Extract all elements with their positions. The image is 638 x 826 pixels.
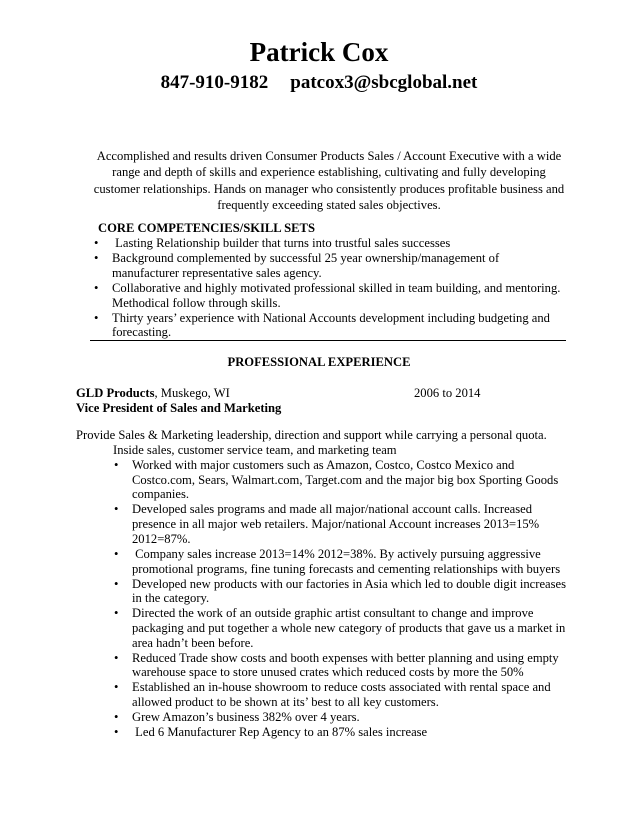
role-intro-line: Inside sales, customer service team, and marketing team <box>113 443 397 457</box>
bullet-icon: • <box>94 280 99 295</box>
candidate-name: Patrick Cox <box>249 37 389 67</box>
section-divider <box>90 340 566 341</box>
bullet-icon: • <box>114 650 119 665</box>
list-item: • Collaborative and highly motivated professional skilled in team building, and mentoring. Methodical follow through skills. <box>94 280 561 310</box>
bullet-icon: • <box>114 680 119 695</box>
bullet-icon: • <box>114 502 119 517</box>
competencies-list <box>94 236 567 340</box>
phone-number: 847-910-9182 <box>160 72 269 93</box>
bullet-icon: • <box>114 725 119 740</box>
job-title: Vice President of Sales and Marketing <box>76 401 282 415</box>
experience-heading: PROFESSIONAL EXPERIENCE <box>227 355 411 369</box>
contact-line <box>0 71 638 95</box>
list-item: • Led 6 Manufacturer Rep Agency to an 87% sales increase <box>114 725 428 740</box>
employment-dates: 2006 to 2014 <box>414 386 481 400</box>
list-item: • Reduced Trade show costs and booth expenses with better planning and using empty warehouse space to store unused crates which reduced costs by more the 50% <box>114 650 559 680</box>
bullet-icon: • <box>114 606 119 621</box>
bullet-icon: • <box>114 458 119 472</box>
list-item: • Thirty years’ experience with National Accounts development including budgeting and forecasting. <box>94 310 550 340</box>
list-item: • Directed the work of an outside graphic artist consultant to change and improve packaging and put together a whole new category of products that gave us a market in area hadn’t been before. <box>114 606 566 650</box>
bullet-icon: • <box>94 236 99 250</box>
list-item: • Company sales increase 2013=14% 2012=38%. By actively pursuing aggressive promotional programs, fine tuning forecasts and cementing relationships with buyers <box>114 546 561 576</box>
role-intro <box>76 428 556 458</box>
list-item: • Background complemented by successful 25 year ownership/management of manufacturer representative sales agency. <box>94 251 500 280</box>
list-item: • Developed new products with our factories in Asia which led to double digit increases in the category. <box>114 576 567 606</box>
bullet-icon: • <box>114 710 119 725</box>
bullet-icon: • <box>94 310 99 325</box>
competencies-heading: CORE COMPETENCIES/SKILL SETS <box>98 221 315 235</box>
bullet-icon: • <box>114 576 119 591</box>
bullet-icon: • <box>114 546 119 561</box>
list-item: • Grew Amazon’s business 382% over 4 years. <box>114 710 360 725</box>
company-name: GLD Products <box>76 386 155 400</box>
list-item: • Worked with major customers such as Amazon, Costco, Costco Mexico and Costco.com, Sears, Walmart.com, Target.com and the major big box Sporting Goods companies. <box>114 458 559 502</box>
company-location: , Muskego, WI <box>154 386 230 400</box>
role-intro-line: Provide Sales & Marketing leadership, direction and support while carrying a personal quota. <box>76 428 547 442</box>
experience-bullets <box>114 458 567 740</box>
summary-paragraph: Accomplished and results driven Consumer Products Sales / Account Executive with a wide range and depth of skills and experience establishing, cultivating and fully developing customer relationships. Hands on manager who consistently produces profitable business and frequently exceeding stated sales objectives. <box>93 149 565 213</box>
list-item: • Developed sales programs and made all major/national account calls. Increased presence in all major web retailers. Major/national Account increases 2013=15% 2012=87%. <box>114 502 540 546</box>
email-address: patcox3@sbcglobal.net <box>290 72 478 93</box>
list-item: • Established an in-house showroom to reduce costs associated with rental space and allowed product to be shown at its’ best to all key customers. <box>114 680 551 710</box>
company-line <box>76 385 230 401</box>
bullet-icon: • <box>94 251 99 266</box>
list-item: • Lasting Relationship builder that turns into trustful sales successes <box>94 236 451 250</box>
